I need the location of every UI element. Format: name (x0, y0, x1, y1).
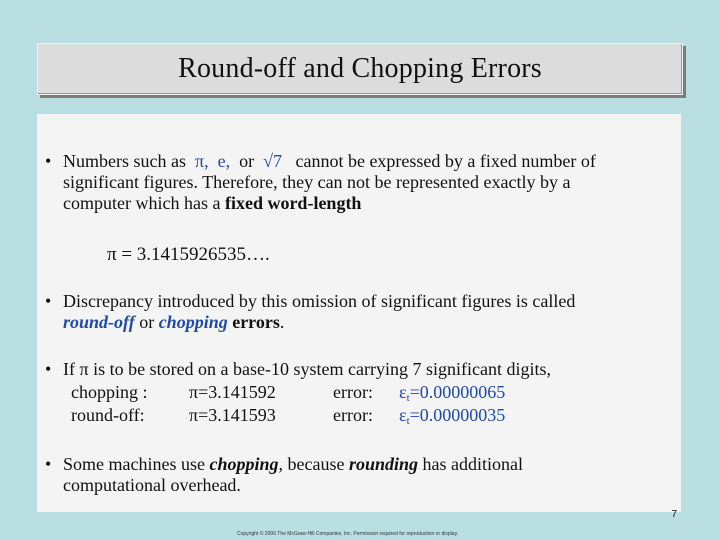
chopping-term: chopping (209, 454, 279, 474)
bullet-text (63, 151, 679, 214)
epsilon-subscript: t (406, 392, 410, 404)
bullet-line: computational overhead. (63, 475, 241, 495)
epsilon-subscript: t (406, 415, 410, 427)
bullet-line (63, 312, 679, 333)
round-off-value: π=3.141593 (189, 405, 276, 425)
bold-term: fixed word-length (224, 193, 362, 213)
rounding-term: rounding (348, 454, 419, 474)
text-segment: Numbers such as (63, 151, 191, 171)
round-off-error-label: error: (333, 405, 373, 425)
text-segment: has additional (418, 454, 523, 474)
bullet-text (63, 454, 679, 496)
e-symbol: e, (217, 151, 231, 171)
text-segment: . (279, 312, 285, 332)
page-title: Round-off and Chopping Errors (178, 53, 542, 84)
title-box (37, 43, 683, 95)
bullet-line (63, 151, 679, 172)
chopping-error-label: error: (333, 382, 373, 402)
error-number: =0.00000035 (409, 405, 506, 425)
epsilon-symbol: ε (399, 405, 407, 425)
bullet-line: significant figures. Therefore, they can not be represented exactly by a (63, 172, 571, 192)
copyright-notice: Copyright © 2006 The McGraw-Hill Companies, Inc. Permission required for reproduction or display. (237, 531, 459, 537)
chopping-value: π=3.141592 (189, 382, 276, 402)
round-off-error-value (399, 405, 505, 427)
content-panel (37, 114, 681, 520)
text-segment: computer which has a (63, 193, 225, 213)
bullet-marker: • (45, 454, 52, 474)
sqrt-symbol: √7 (263, 151, 282, 171)
page-number: 7 (671, 509, 677, 520)
bullet-line: If π is to be stored on a base-10 system carrying 7 significant digits, (63, 359, 551, 379)
text-segment: , because (278, 454, 349, 474)
bullet-line (63, 193, 679, 214)
bullet-text (63, 359, 679, 380)
bullet-line (63, 454, 679, 475)
text-segment: cannot be expressed by a fixed number of (295, 151, 596, 171)
round-off-label: round-off: (71, 405, 145, 425)
chopping-label: chopping : (71, 382, 148, 402)
text-segment: Some machines use (63, 454, 210, 474)
bullet-marker: • (45, 151, 52, 171)
bold-term: errors (227, 312, 280, 332)
error-number: =0.00000065 (409, 382, 506, 402)
chopping-error-value (399, 382, 505, 404)
bullet-text (63, 291, 679, 333)
round-off-term: round-off (63, 312, 135, 332)
bullet-marker: • (45, 291, 52, 311)
chopping-term: chopping (158, 312, 228, 332)
epsilon-symbol: ε (399, 382, 407, 402)
pi-value: π = 3.1415926535…. (107, 244, 270, 265)
bullet-marker: • (45, 359, 52, 379)
bullet-line: Discrepancy introduced by this omission of significant figures is called (63, 291, 576, 311)
pi-symbol: π, (194, 151, 209, 171)
or-word: or (239, 151, 255, 171)
text-segment: or (134, 312, 159, 332)
